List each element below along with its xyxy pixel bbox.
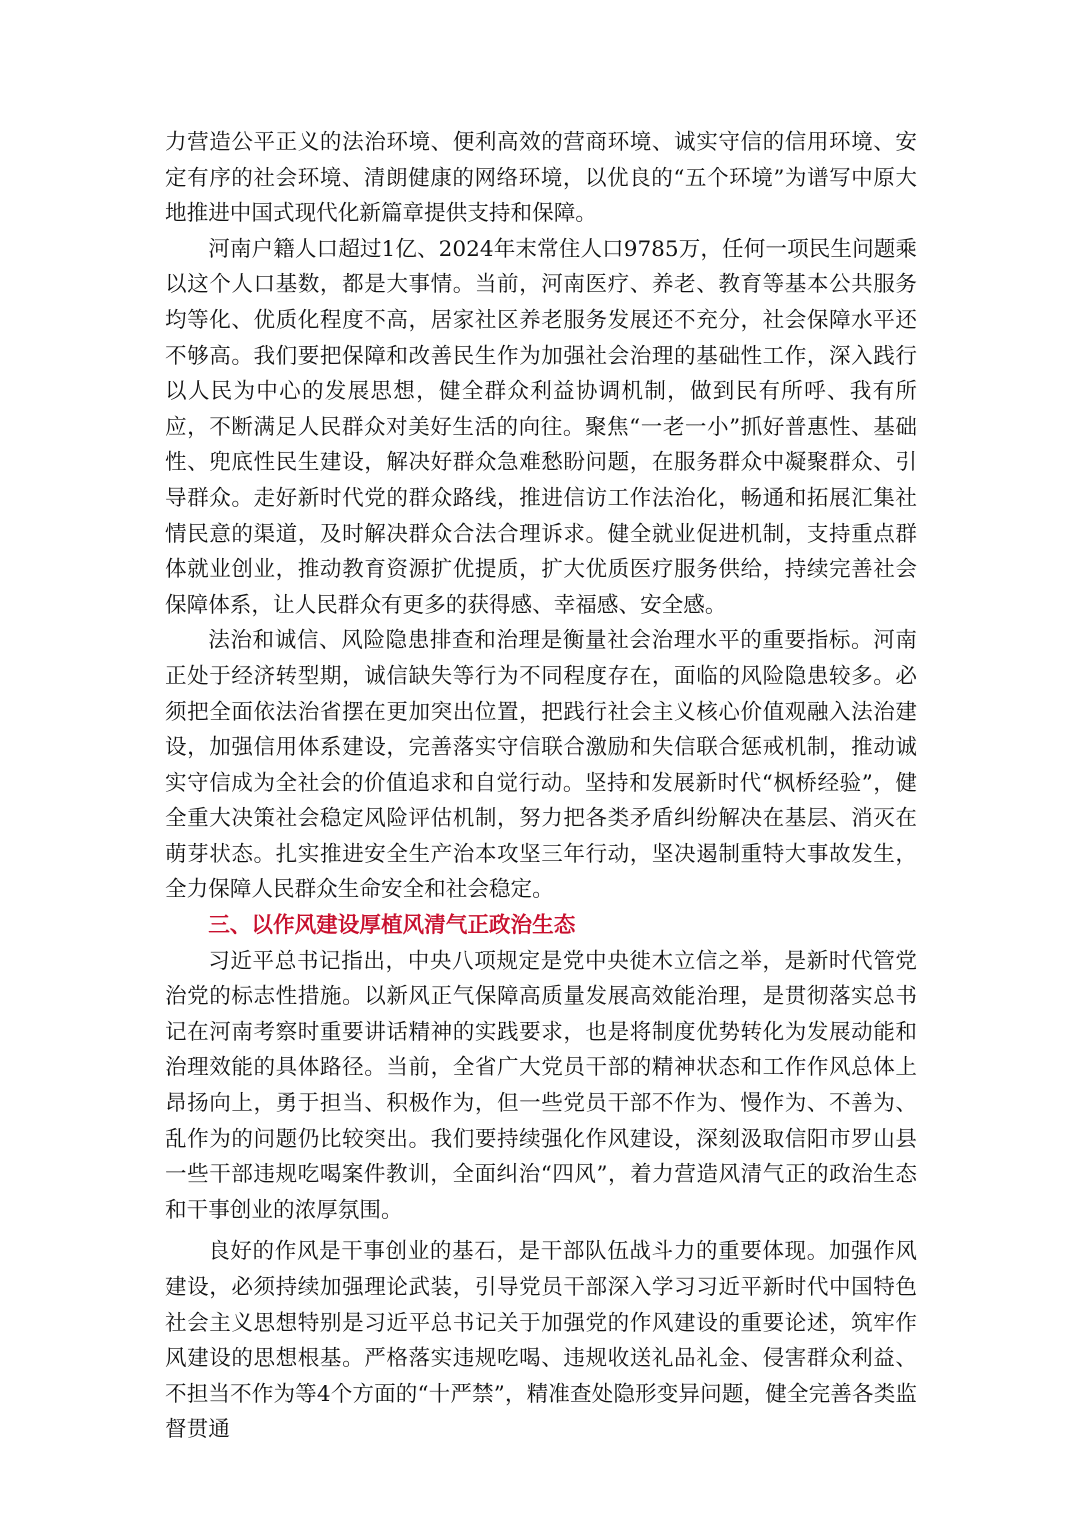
paragraph-rule-of-law: 法治和诚信、风险隐患排查和治理是衡量社会治理水平的重要指标。河南正处于经济转型期，诚信缺失等行为不同程度存在，面临的风险隐患较多。必须把全面依法治省摆在更加突出位置，把践行社会主义核心价值观融入法治建设，加强信用体系建设，完善落实守信联合激励和失信联合惩戒机制，推动诚实守信成为全社会的价值追求和自觉行动。坚持和发展新时代“枫桥经验”，健全重大决策社会稳定风险评估机制，努力把各类矛盾纠纷解决在基层、消灭在萌芽状态。扎实推进安全生产治本攻坚三年行动，坚决遏制重特大事故发生，全力保障人民群众生命安全和社会稳定。 [165, 628, 917, 903]
paragraph-good-style: 良好的作风是干事创业的基石，是干部队伍战斗力的重要体现。加强作风建设，必须持续加强理论武装，引导党员干部深入学习习近平新时代中国特色社会主义思想特别是习近平总书记关于加强党的作风建设的重要论述，筑牢作风建设的思想根基。严格落实违规吃喝、违规收送礼品礼金、侵害群众利益、不担当不作为等4个方面的“十严禁”，精准查处隐形变异问题，健全完善各类监督贯通 [165, 1239, 917, 1443]
document-page [165, 125, 917, 1448]
paragraph-people-livelihood: 河南户籍人口超过1亿、2024年末常住人口9785万，任何一项民生问题乘以这个人口基数，都是大事情。当前，河南医疗、养老、教育等基本公共服务均等化、优质化程度不高，居家社区养老服务发展还不充分，社会保障水平还不够高。我们要把保障和改善民生作为加强社会治理的基础性工作，深入践行以人民为中心的发展思想，健全群众利益协调机制，做到民有所呼、我有所应，不断满足人民群众对美好生活的向往。聚焦“一老一小”抓好普惠性、基础性、兜底性民生建设，解决好群众急难愁盼问题，在服务群众中凝聚群众、引导群众。走好新时代党的群众路线，推进信访工作法治化，畅通和拓展汇集社情民意的渠道，及时解决群众合法合理诉求。健全就业促进机制，支持重点群体就业创业，推动教育资源扩优提质，扩大优质医疗服务供给，持续完善社会保障体系，让人民群众有更多的获得感、幸福感、安全感。 [165, 236, 917, 618]
paragraph-eight-rules: 习近平总书记指出，中央八项规定是党中央徙木立信之举，是新时代管党治党的标志性措施。以新风正气保障高质量发展高效能治理，是贯彻落实总书记在河南考察时重要讲话精神的实践要求，也是将制度优势转化为发展动能和治理效能的具体路径。当前，全省广大党员干部的精神状态和工作作风总体上昂扬向上，勇于担当、积极作为，但一些党员干部不作为、慢作为、不善为、乱作为的问题仍比较突出。我们要持续强化作风建设，深刻汲取信阳市罗山县一些干部违规吃喝案件教训，全面纠治“四风”，着力营造风清气正的政治生态和干事创业的浓厚氛围。 [165, 948, 917, 1223]
paragraph-continuation: 力营造公平正义的法治环境、便利高效的营商环境、诚实守信的信用环境、安定有序的社会环境、清朗健康的网络环境，以优良的“五个环境”为谱写中原大地推进中国式现代化新篇章提供支持和保障。 [165, 130, 917, 227]
section-heading: 三、以作风建设厚植风清气正政治生态 [208, 913, 576, 939]
